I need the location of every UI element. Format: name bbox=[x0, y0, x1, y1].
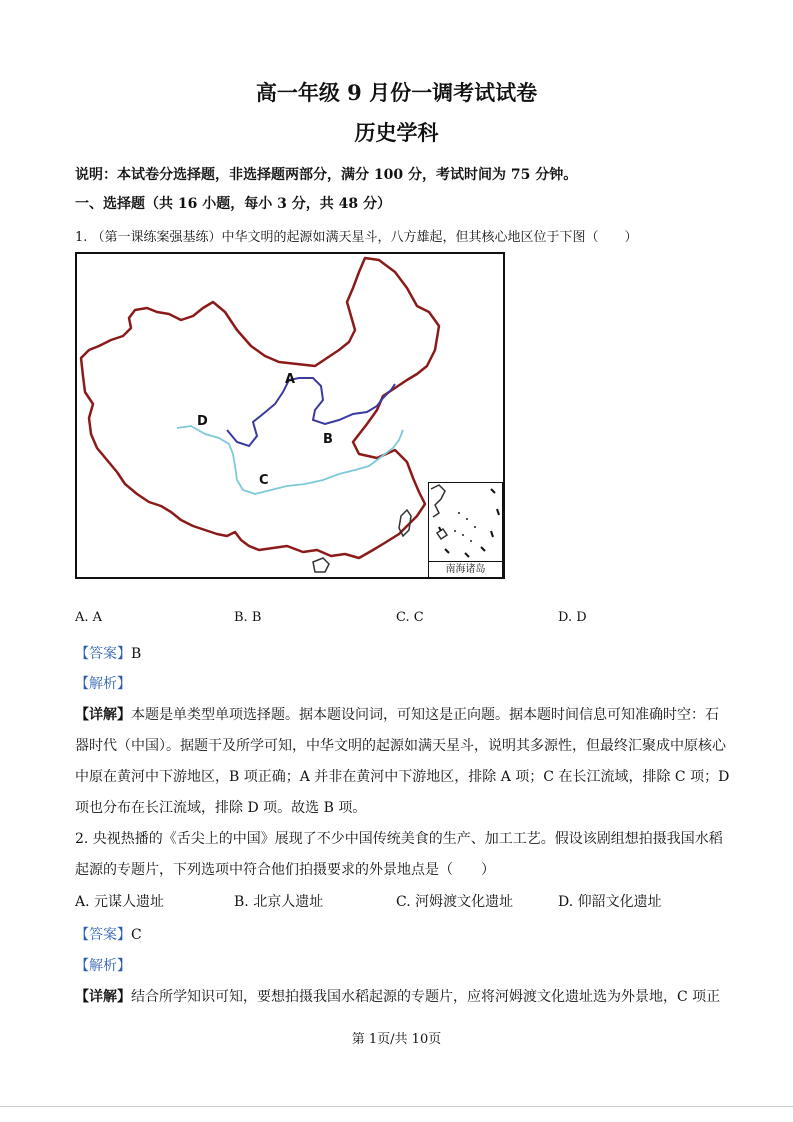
q2-detail-line bbox=[75, 986, 720, 1006]
q2-detail-tag: 【详解】 bbox=[75, 989, 131, 1005]
map-label-c: C bbox=[259, 473, 269, 488]
q1-answer-value: B bbox=[131, 646, 142, 662]
q1-option-a: A. A bbox=[75, 610, 103, 625]
inset-coast bbox=[431, 485, 445, 517]
yangtze-river bbox=[177, 426, 403, 494]
q1-detail-tag: 【详解】 bbox=[75, 707, 131, 723]
q2-option-d: D. 仰韶文化遗址 bbox=[558, 894, 662, 910]
q1-stem: 1. （第一课练案强基练）中华文明的起源如满天星斗，八方雄起，但其核心地区位于下图（ ） bbox=[75, 230, 638, 245]
border-outline bbox=[81, 258, 439, 558]
q2-answer-tag: 【答案】 bbox=[75, 927, 131, 943]
q1-answer-tag: 【答案】 bbox=[75, 646, 131, 662]
q2-option-b: B. 北京人遗址 bbox=[234, 894, 324, 910]
page-number: 第 1页/共 10页 bbox=[351, 1032, 442, 1047]
inset-svg bbox=[429, 483, 502, 563]
inset-island bbox=[437, 529, 447, 539]
q2-answer-value: C bbox=[131, 927, 142, 943]
inset-dashes bbox=[439, 489, 499, 557]
q1-analysis-tag: 【解析】 bbox=[75, 676, 131, 692]
q1-option-b: B. B bbox=[234, 610, 262, 625]
q1-detail-line-4: 项也分布在长江流域，排除 D 项。故选 B 项。 bbox=[75, 800, 367, 816]
exam-title: 高一年级 9 月份一调考试试卷 bbox=[255, 80, 538, 105]
q1-detail-line-2: 器时代（中国）。据题干及所学可知，中华文明的起源如满天星斗，说明其多源性，但最终汇聚成中原核心 bbox=[75, 738, 726, 754]
q2-option-a: A. 元谋人遗址 bbox=[75, 894, 165, 910]
inset-islands-dots bbox=[454, 512, 476, 542]
q2-option-c: C. 河姆渡文化遗址 bbox=[396, 894, 514, 910]
q2-analysis-tag: 【解析】 bbox=[75, 958, 131, 974]
q1-detail-line-3: 中原在黄河中下游地区，B 项正确；A 并非在黄河中下游地区，排除 A 项；C 在长江流域，排除 C 项；D bbox=[75, 769, 730, 785]
map-label-d: D bbox=[197, 414, 208, 429]
q2-answer bbox=[75, 924, 142, 944]
south-sea-inset bbox=[428, 482, 503, 578]
q2-detail-text: 结合所学知识可知，要想拍摄我国水稻起源的专题片，应将河姆渡文化遗址选为外景地，C 项正 bbox=[131, 989, 721, 1005]
q1-option-c: C. C bbox=[396, 610, 424, 625]
hainan-island bbox=[313, 558, 329, 572]
instructions: 说明：本试卷分选择题，非选择题两部分，满分 100 分，考试时间为 75 分钟。 bbox=[75, 167, 578, 183]
section-heading: 一、选择题（共 16 小题，每小 3 分，共 48 分） bbox=[75, 196, 391, 212]
q1-answer bbox=[75, 643, 141, 663]
map-label-b: B bbox=[323, 432, 333, 447]
q2-stem-line-1: 2. 央视热播的《舌尖上的中国》展现了不少中国传统美食的生产、加工工艺。假设该剧组想拍摄我国水稻 bbox=[75, 831, 723, 847]
q1-detail-line-1 bbox=[75, 704, 719, 724]
page-divider bbox=[0, 1106, 793, 1107]
q2-stem-line-2: 起源的专题片，下列选项中符合他们拍摄要求的外景地点是（ ） bbox=[75, 862, 495, 878]
yellow-river bbox=[227, 378, 395, 446]
inset-caption: 南海诸岛 bbox=[429, 561, 502, 577]
q1-option-d: D. D bbox=[558, 610, 587, 625]
subject-title: 历史学科 bbox=[354, 120, 439, 145]
map-label-a: A bbox=[285, 372, 296, 387]
q1-detail-text-1: 本题是单类型单项选择题。据本题设问词，可知这是正向题。据本题时间信息可知准确时空：石 bbox=[131, 707, 719, 723]
